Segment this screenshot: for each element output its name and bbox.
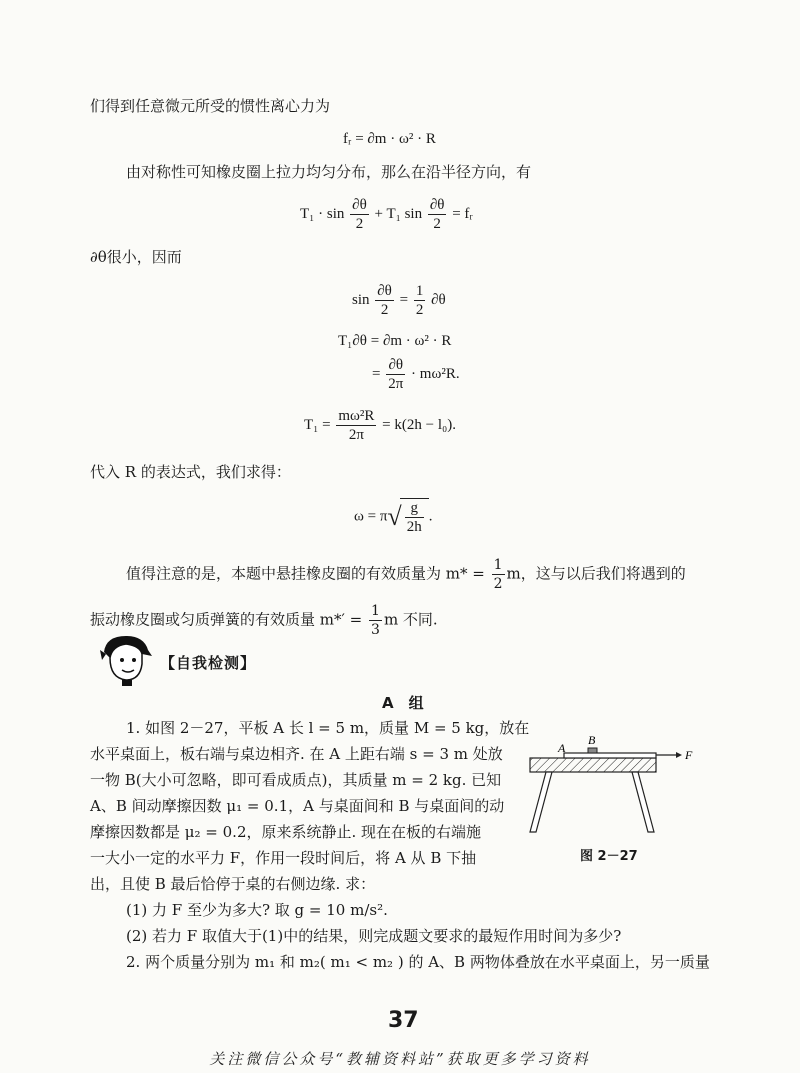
table-top xyxy=(530,758,656,772)
equation: T₁ = $\frac{\text{mω²R}}{2\pi}$ = k(2h − l₀). xyxy=(304,408,456,443)
text-line: 代入 R 的表达式，我们求得： xyxy=(90,463,291,481)
equation: ω = π√ $\frac{g}{2h}$ . xyxy=(354,500,433,535)
problem-question: (1) 力 F 至少为多大? 取 g = 10 m/s². xyxy=(126,901,388,919)
text-line: 们得到任意微元所受的惯性离心力为 xyxy=(90,97,331,115)
text-line: 由对称性可知橡皮圈上拉力均匀分布，那么在沿半径方向，有 xyxy=(126,163,532,181)
label-b: B xyxy=(588,733,596,747)
problem-line: 1. 如图 2－27，平板 A 长 l = 5 m，质量 M = 5 kg，放在 xyxy=(126,719,530,737)
label-a: A xyxy=(558,741,566,755)
equation: fᵣ = ∂m · ω² · R xyxy=(343,131,436,147)
problem-line: 2. 两个质量分别为 m₁ 和 m₂( m₁ < m₂ ) 的 A、B 两物体叠放在水平桌面上，另一质量 xyxy=(126,953,710,971)
arrow-head-icon xyxy=(676,752,682,758)
table-leg-right xyxy=(632,772,654,832)
block-b xyxy=(588,748,597,753)
footer-note: 关注微信公众号“教辅资料站”获取更多学习资料 xyxy=(209,1050,591,1068)
cartoon-head-icon xyxy=(96,630,156,690)
problem-question: (2) 若力 F 取值大于(1)中的结果，则完成题文要求的最短作用时间为多少? xyxy=(126,927,622,945)
figure-table-diagram xyxy=(520,728,700,838)
plank-a xyxy=(564,753,656,758)
equation: sin $\frac{\partial\theta}{2}$ = $\frac{1}{2}$ ∂θ xyxy=(352,283,446,318)
text-line: ∂θ很小，因而 xyxy=(90,248,182,266)
equation: T₁∂θ = ∂m · ω² · R xyxy=(338,333,452,349)
figure-caption: 图 2－27 xyxy=(580,849,638,864)
problem-line: 水平桌面上，板右端与桌边相齐. 在 A 上距右端 s = 3 m 处放 xyxy=(90,745,503,763)
problem-line: 一大小一定的水平力 F，作用一段时间后，将 A 从 B 下抽 xyxy=(90,849,477,867)
table-leg-left xyxy=(530,772,552,832)
text-line: 值得注意的是，本题中悬挂橡皮圈的有效质量为 m* = $\frac{1}{2}$ m，这与以后我们将遇到的 xyxy=(126,557,686,592)
label-f: F xyxy=(685,748,693,762)
equation: = $\frac{\partial\theta}{2\pi}$ · mω²R. xyxy=(372,357,460,392)
page-number: 37 xyxy=(388,1008,419,1033)
problem-line: 一物 B(大小可忽略，即可看成质点)，其质量 m = 2 kg. 已知 xyxy=(90,771,502,789)
problem-line: 摩擦因数都是 μ₂ = 0.2，原来系统静止. 现在在板的右端施 xyxy=(90,823,482,841)
equation: T₁ · sin $\frac{\partial\theta}{2}$ + T₁ sin $\frac{\partial\theta}{2}$ = fᵣ xyxy=(300,197,473,232)
text-line: 振动橡皮圈或匀质弹簧的有效质量 m*′ = $\frac{1}{3}$ m 不同. xyxy=(90,603,438,638)
group-title: A 组 xyxy=(382,694,424,712)
section-title: 【自我检测】 xyxy=(160,654,257,672)
problem-line: A、B 间动摩擦因数 μ₁ = 0.1，A 与桌面间和 B 与桌面间的动 xyxy=(90,797,505,815)
problem-line: 出，且使 B 最后恰停于桌的右侧边缘. 求： xyxy=(90,875,376,893)
